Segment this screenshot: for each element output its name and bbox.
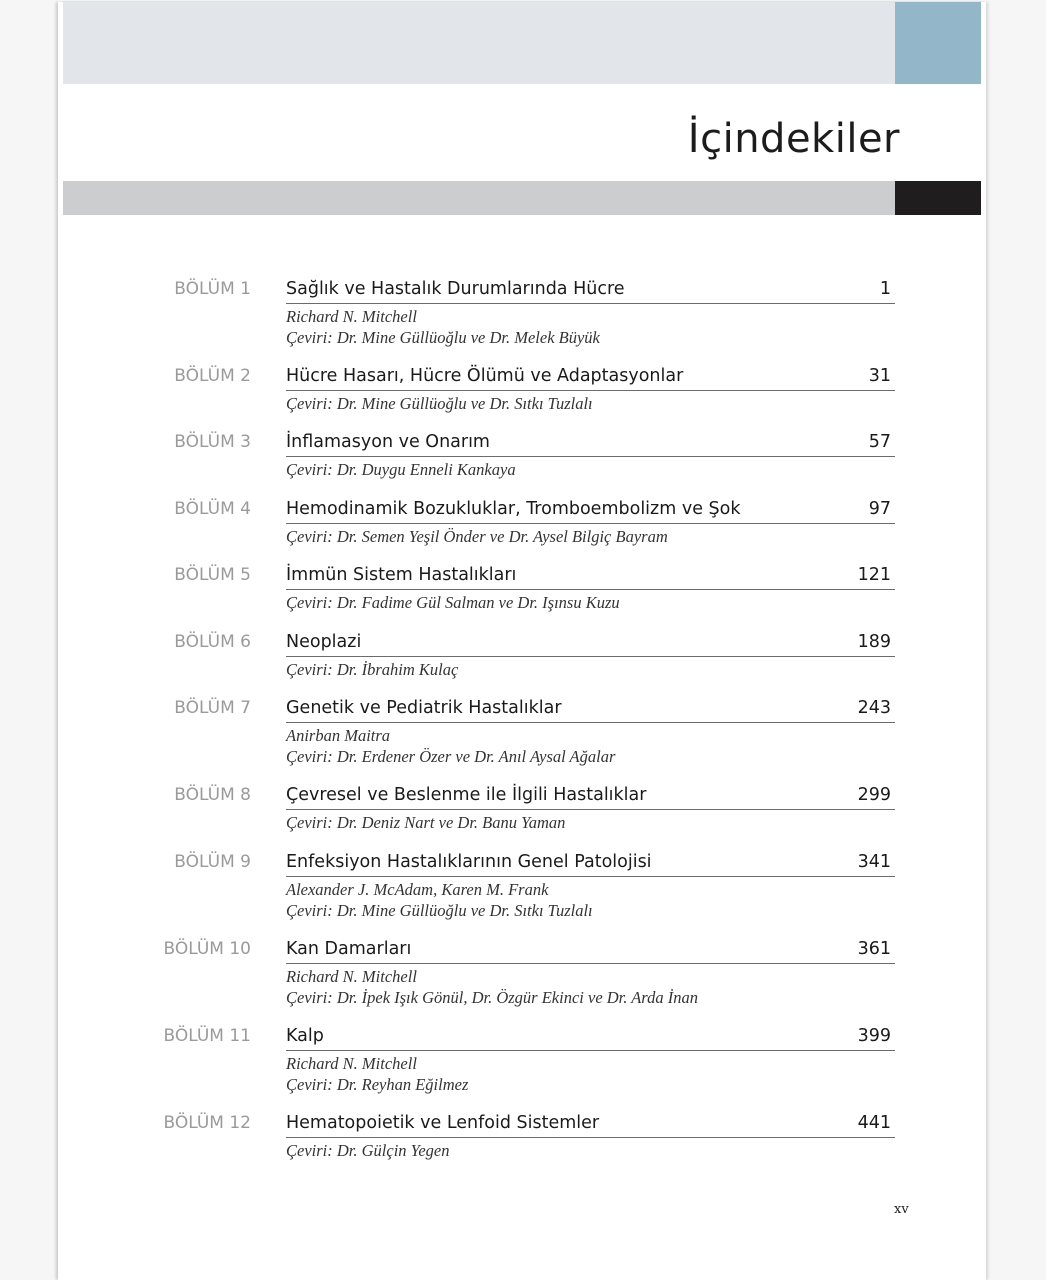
chapter-title: İmmün Sistem Hastalıkları: [286, 565, 517, 585]
chapter-title: Kalp: [286, 1026, 324, 1046]
chapter-title-row: [286, 499, 895, 524]
chapter-label: BÖLÜM 12: [163, 1113, 251, 1133]
chapter-label: BÖLÜM 10: [163, 939, 251, 959]
chapter-page-number: 399: [857, 1026, 891, 1046]
page-folio: xv: [894, 1202, 909, 1217]
page-title: İçindekiler: [687, 116, 900, 162]
chapter-title: Hücre Hasarı, Hücre Ölümü ve Adaptasyonlar: [286, 366, 684, 386]
chapter-title-row: [286, 279, 895, 304]
chapter-page-number: 243: [857, 698, 891, 718]
translator-credit: Çeviri: Dr. Mine Güllüoğlu ve Dr. Sıtkı Tuzlalı: [286, 901, 593, 920]
chapter-title: Sağlık ve Hastalık Durumlarında Hücre: [286, 279, 625, 299]
translator-credit: Çeviri: Dr. İbrahim Kulaç: [286, 660, 459, 679]
chapter-title-row: [286, 432, 895, 457]
chapter-label: BÖLÜM 6: [174, 632, 251, 652]
author-credit: Alexander J. McAdam, Karen M. Frank: [286, 880, 549, 899]
chapter-title: Genetik ve Pediatrik Hastalıklar: [286, 698, 562, 718]
translator-credit: Çeviri: Dr. Reyhan Eğilmez: [286, 1075, 469, 1094]
chapter-label: BÖLÜM 3: [174, 432, 251, 452]
translator-credit: Çeviri: Dr. Mine Güllüoğlu ve Dr. Sıtkı Tuzlalı: [286, 394, 593, 413]
chapter-label: BÖLÜM 2: [174, 366, 251, 386]
chapter-title-row: [286, 852, 895, 877]
title-rule-band: [63, 181, 895, 215]
author-credit: Anirban Maitra: [286, 726, 391, 745]
chapter-title: Enfeksiyon Hastalıklarının Genel Patolojisi: [286, 852, 652, 872]
header-band: [63, 2, 895, 84]
chapter-page-number: 31: [868, 366, 891, 386]
title-rule-accent-block: [895, 181, 981, 215]
chapter-label: BÖLÜM 9: [174, 852, 251, 872]
translator-credit: Çeviri: Dr. Semen Yeşil Önder ve Dr. Aysel Bilgiç Bayram: [286, 527, 668, 546]
translator-credit: Çeviri: Dr. Erdener Özer ve Dr. Anıl Aysal Ağalar: [286, 747, 616, 766]
chapter-page-number: 189: [857, 632, 891, 652]
chapter-page-number: 121: [857, 565, 891, 585]
chapter-title-row: [286, 1026, 895, 1051]
translator-credit: Çeviri: Dr. Duygu Enneli Kankaya: [286, 460, 516, 479]
author-credit: Richard N. Mitchell: [286, 307, 417, 326]
chapter-page-number: 97: [868, 499, 891, 519]
chapter-title-row: [286, 565, 895, 590]
chapter-label: BÖLÜM 7: [174, 698, 251, 718]
right-margin-background: [986, 0, 1046, 1280]
author-credit: Richard N. Mitchell: [286, 967, 417, 986]
chapter-page-number: 361: [857, 939, 891, 959]
chapter-title: Çevresel ve Beslenme ile İlgili Hastalıklar: [286, 785, 647, 805]
chapter-page-number: 57: [868, 432, 891, 452]
chapter-title-row: [286, 632, 895, 657]
chapter-title: Hemodinamik Bozukluklar, Tromboembolizm ve Şok: [286, 499, 741, 519]
chapter-label: BÖLÜM 1: [174, 279, 251, 299]
translator-credit: Çeviri: Dr. Fadime Gül Salman ve Dr. Işınsu Kuzu: [286, 593, 620, 612]
chapter-label: BÖLÜM 11: [163, 1026, 251, 1046]
chapter-title-row: [286, 366, 895, 391]
translator-credit: Çeviri: Dr. Gülçin Yegen: [286, 1141, 450, 1160]
chapter-title: Kan Damarları: [286, 939, 412, 959]
chapter-label: BÖLÜM 8: [174, 785, 251, 805]
translator-credit: Çeviri: Dr. Mine Güllüoğlu ve Dr. Melek Büyük: [286, 328, 600, 347]
chapter-title-row: [286, 698, 895, 723]
chapter-label: BÖLÜM 4: [174, 499, 251, 519]
chapter-title-row: [286, 1113, 895, 1138]
author-credit: Richard N. Mitchell: [286, 1054, 417, 1073]
translator-credit: Çeviri: Dr. İpek Işık Gönül, Dr. Özgür Ekinci ve Dr. Arda İnan: [286, 988, 698, 1007]
chapter-title-row: [286, 785, 895, 810]
header-accent-block: [895, 2, 981, 84]
chapter-page-number: 1: [879, 279, 891, 299]
chapter-page-number: 299: [857, 785, 891, 805]
chapter-title: Neoplazi: [286, 632, 362, 652]
chapter-page-number: 441: [857, 1113, 891, 1133]
chapter-title-row: [286, 939, 895, 964]
book-page: [58, 2, 986, 1280]
chapter-page-number: 341: [857, 852, 891, 872]
chapter-title: İnflamasyon ve Onarım: [286, 432, 490, 452]
left-margin-background: [0, 0, 58, 1280]
chapter-title: Hematopoietik ve Lenfoid Sistemler: [286, 1113, 600, 1133]
translator-credit: Çeviri: Dr. Deniz Nart ve Dr. Banu Yaman: [286, 813, 566, 832]
chapter-label: BÖLÜM 5: [174, 565, 251, 585]
